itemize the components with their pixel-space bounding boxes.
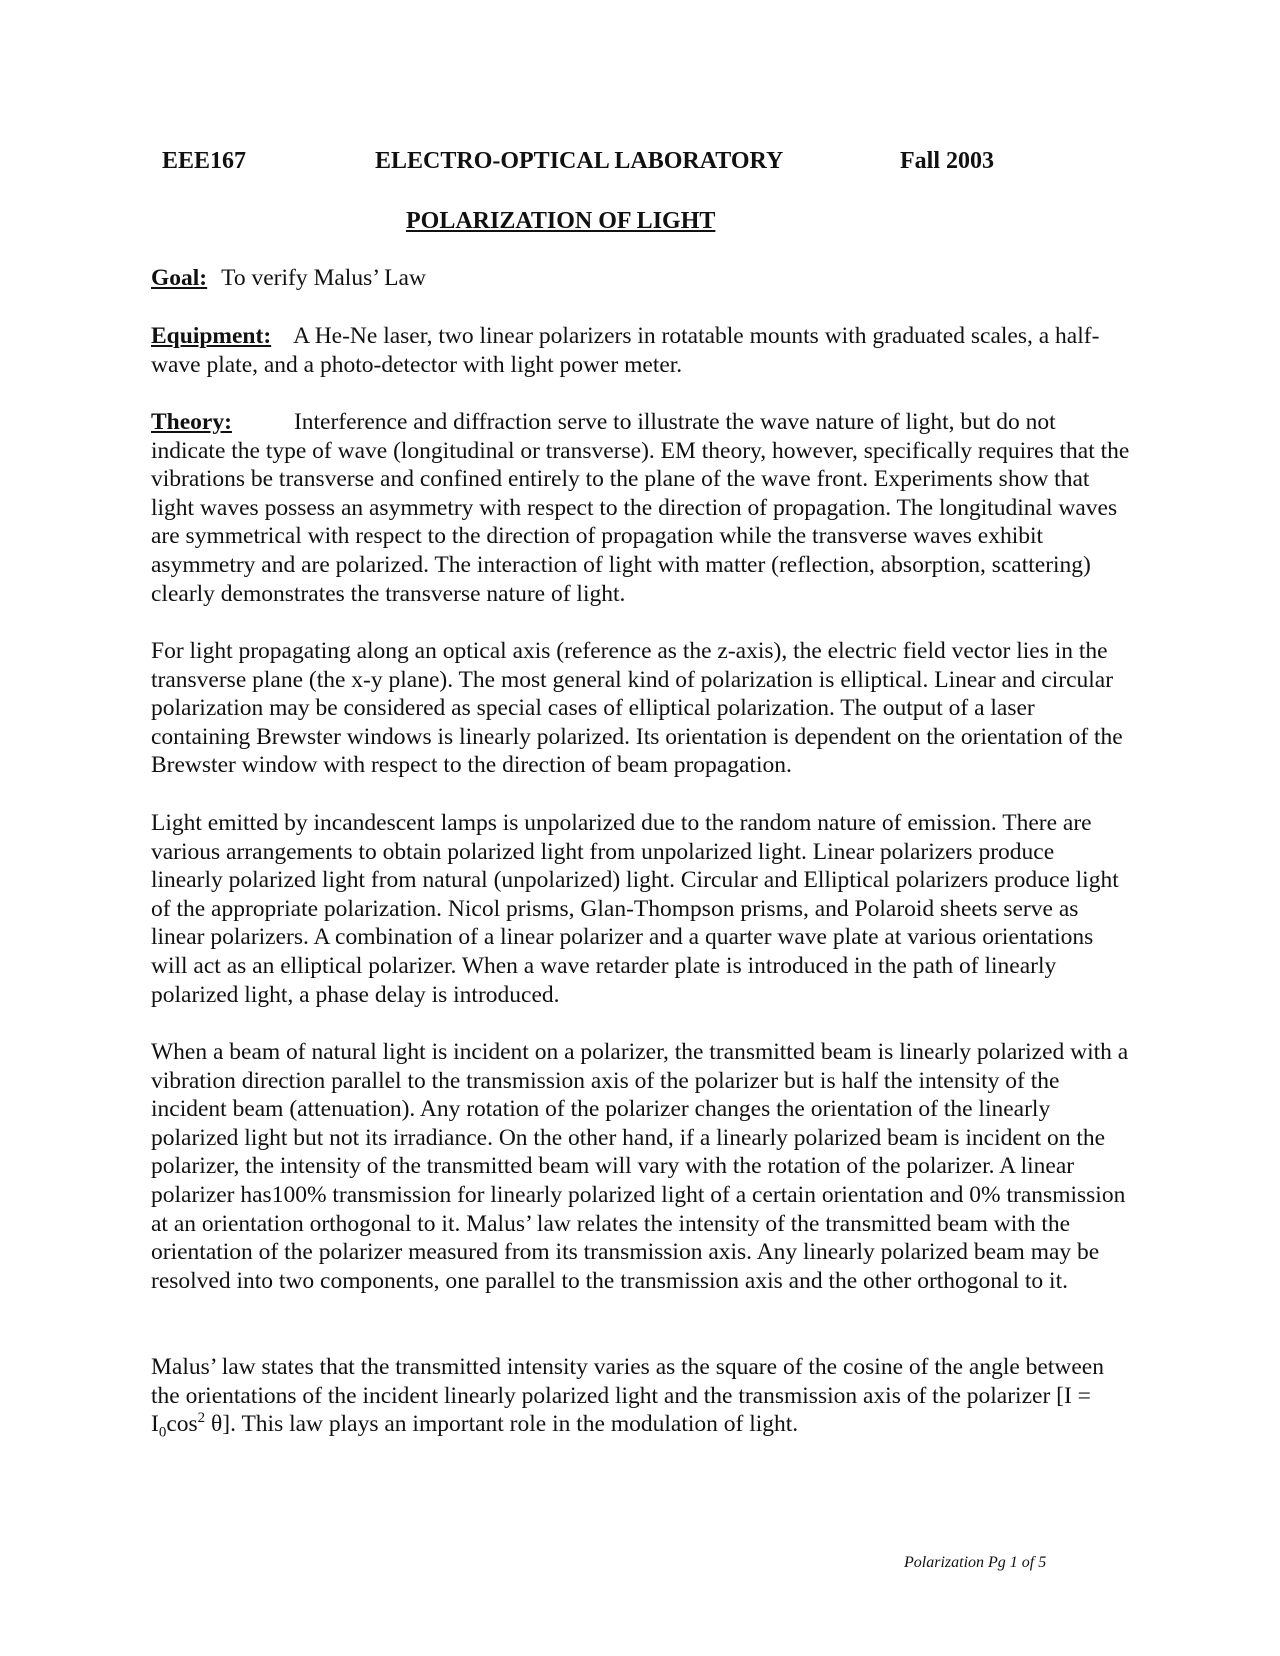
malus-cos: cos — [166, 1411, 198, 1438]
theory-text: Interference and diffraction serve to illustrate the wave nature of light, but do not indicate the type of wave (longitudinal or transverse). EM theory, however, specifically requires that the vibrations be transverse and confined entirely to the plane of the wave front. Experiments show that light waves possess an asymmetry with respect to the direction of propagation. The longitudinal waves are symmetrical with respect to the direction of propagation while the transverse waves exhibit asymmetry and are polarized. The interaction of light with matter (reflection, absorption, scattering) clearly demonstrates the transverse nature of light. — [151, 409, 1130, 607]
paragraph-unpolarized-light: Light emitted by incandescent lamps is unpolarized due to the random nature of emission. There are various arrangements to obtain polarized light from unpolarized light. Linear polarizers produce linearly polarized light from natural (unpolarized) light. Circular and Elliptical polarizers produce light of the appropriate polarization. Nicol prisms, Glan-Thompson prisms, and Polaroid sheets serve as linear polarizers. A combination of a linear polarizer and a quarter wave plate at various orientations will act as an elliptical polarizer. When a wave retarder plate is introduced in the path of linearly polarized light, a phase delay is introduced. — [151, 810, 1119, 1008]
malus-text-before: Malus’ law states that the transmitted intensity varies as the square of the cosine of the angle between the orientations of the incident linearly polarized light and the transmission axis of the polarizer [I = I — [151, 1354, 1104, 1438]
paragraph-polarization-types: For light propagating along an optical axis (reference as the z-axis), the electric field vector lies in the transverse plane (the x-y plane). The most general kind of polarization is elliptical. Linear and circular polarization may be considered as special cases of elliptical polarization. The output of a laser containing Brewster windows is linearly polarized. Its orientation is dependent on the orientation of the Brewster window with respect to the direction of beam propagation. — [151, 638, 1123, 779]
goal-label: Goal: — [151, 265, 208, 291]
goal-text: To verify Malus’ Law — [221, 265, 426, 291]
malus-subscript: 0 — [158, 1424, 167, 1441]
course-code: EEE167 — [162, 148, 247, 174]
goal-section — [151, 264, 1131, 293]
paragraph-malus-law — [151, 1353, 1131, 1439]
page-footer: Polarization Pg 1 of 5 — [904, 1554, 1047, 1571]
equipment-label: Equipment: — [151, 323, 272, 349]
malus-superscript: 2 — [197, 1410, 206, 1427]
lab-name: ELECTRO-OPTICAL LABORATORY — [375, 148, 784, 174]
malus-text-after: θ]. This law plays an important role in the modulation of light. — [205, 1411, 799, 1438]
document-title: POLARIZATION OF LIGHT — [406, 208, 716, 234]
term-label: Fall 2003 — [900, 148, 994, 174]
equipment-text: A He-Ne laser, two linear polarizers in rotatable mounts with graduated scales, a half-wave plate, and a photo-detector with light power meter. — [151, 323, 1100, 378]
equipment-section — [151, 322, 1131, 379]
paragraph-polarizer-transmission: When a beam of natural light is incident on a polarizer, the transmitted beam is linearly polarized with a vibration direction parallel to the transmission axis of the polarizer but is half the intensity of the incident beam (attenuation). Any rotation of the polarizer changes the orientation of the linearly polarized light but not its irradiance. On the other hand, if a linearly polarized beam is incident on the polarizer, the intensity of the transmitted beam will vary with the rotation of the polarizer. A linear polarizer has100% transmission for linearly polarized light of a certain orientation and 0% transmission at an orientation orthogonal to it. Malus’ law relates the intensity of the transmitted beam with the orientation of the polarizer measured from its transmission axis. Any linearly polarized beam may be resolved into two components, one parallel to the transmission axis and the other orthogonal to it. — [151, 1039, 1129, 1294]
theory-section — [151, 408, 1131, 608]
page-header — [0, 148, 1280, 182]
theory-label: Theory: — [151, 409, 232, 435]
